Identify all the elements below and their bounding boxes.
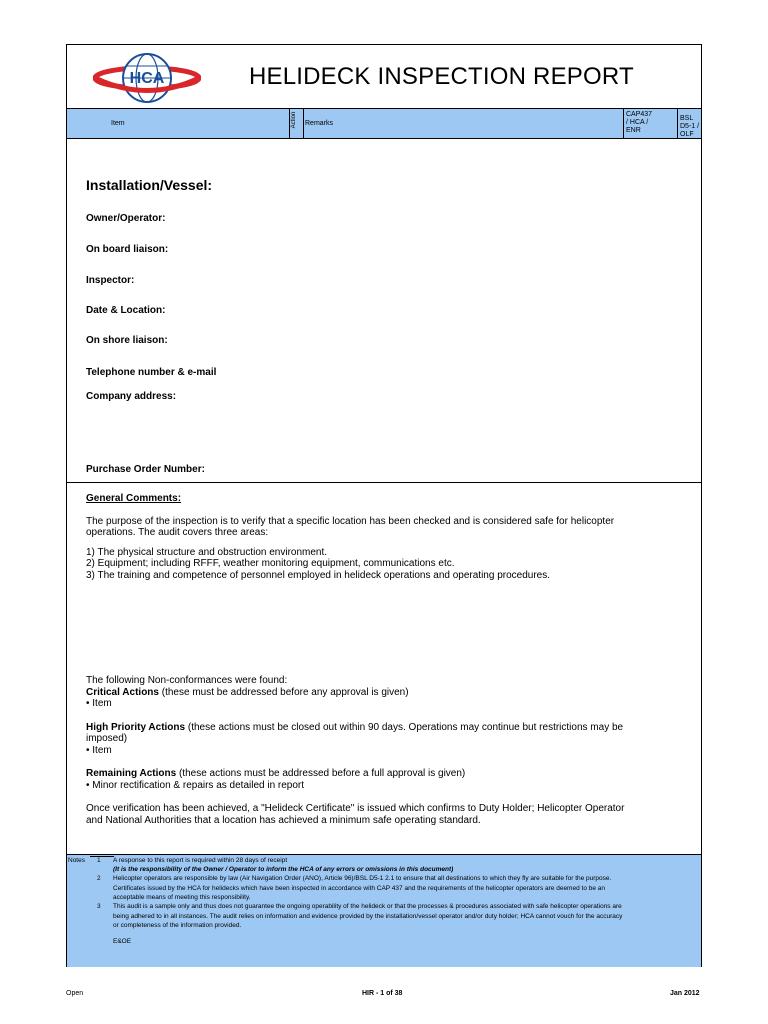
- remaining-label: Remaining Actions: [86, 768, 177, 779]
- installation-details: [67, 139, 701, 483]
- hca-logo: [93, 51, 201, 105]
- high-label: High Priority Actions: [86, 721, 186, 733]
- comments-intro: The purpose of the inspection is to verify that a specific location has been checked and is considered safe for helicopter operations. The audit covers three areas:: [86, 515, 615, 538]
- column-item: Item: [111, 120, 125, 127]
- critical-text: (these must be addressed before any approval is given): [158, 686, 409, 698]
- notes-label: Notes: [68, 857, 85, 864]
- note-number: 2: [97, 875, 101, 882]
- report-title: HELIDECK INSPECTION REPORT: [249, 63, 634, 90]
- report-header: [67, 45, 701, 109]
- high-text: (these actions must be closed out within 90 days. Operations may continue but restrictions may be imposed): [86, 721, 624, 744]
- closing-text: Once verification has been achieved, a "Helideck Certificate" is issued which confirms to Duty Holder; Helicopter Operator and National Authorities that a location has achieved a minimum safe operating standard.: [86, 803, 625, 826]
- notes-section: [67, 854, 701, 967]
- area-item: 2) Equipment; including RFFF, weather monitoring equipment, communications etc.: [86, 558, 455, 569]
- company-address-label: Company address:: [86, 391, 177, 402]
- nonconformance-intro: The following Non-conformances were found:: [86, 675, 288, 686]
- area-item: 1) The physical structure and obstruction environment.: [86, 546, 328, 558]
- remaining-actions: [86, 768, 626, 780]
- logo-text: HCA: [129, 70, 165, 87]
- note-text: Helicopter operators are responsible by law (Air Navigation Order (ANO), Article 96)/BSL D5-1 2.1 to ensure that all destinations to which they fly are suitable for the purpose. Certificates issued by the HCA for helidecks which have been inspected in accordance with CAP 437 and the requirements of the helicopter operators are deemed to be an acceptable means of meeting this responsibility.: [113, 875, 612, 901]
- note-text: This audit is a sample only and thus does not guarantee the ongoing operability of the helideck or that the processes & procedures associated with safe helicopter operations are being adhered to in all instances. The audit relies on information and evidence provided by the installation/vessel operator and/or duty holder; HCA cannot vouch for the accuracy or completeness of the information provided.: [113, 903, 623, 929]
- column-header-bar: [67, 109, 701, 139]
- high-priority-actions: [86, 722, 626, 745]
- note-text: A response to this report is required within 28 days of receipt: [113, 857, 288, 864]
- purchase-order-label: Purchase Order Number:: [86, 464, 205, 475]
- note-number: 3: [97, 903, 101, 910]
- general-comments-heading: General Comments:: [86, 493, 182, 504]
- column-cap: CAP437 / HCA / ENR: [626, 111, 653, 134]
- column-divider: [303, 109, 304, 138]
- owner-label: Owner/Operator:: [86, 213, 166, 224]
- area-item: 3) The training and competence of personnel employed in helideck operations and operating procedures.: [86, 569, 551, 581]
- footer-page-number: HIR - 1 of 38: [362, 990, 403, 997]
- remaining-item: • Minor rectification & repairs as detailed in report: [86, 779, 305, 791]
- telephone-label: Telephone number & e-mail: [86, 367, 217, 378]
- critical-label: Critical Actions: [86, 686, 159, 698]
- eoe-text: E&OE: [113, 938, 132, 945]
- column-cap-cell: [623, 109, 677, 138]
- installation-label: Installation/Vessel:: [86, 177, 213, 193]
- high-item: • Item: [86, 744, 112, 756]
- column-action: Action: [291, 111, 297, 129]
- footer-classification: Open: [66, 990, 84, 997]
- note-subtext: (It is the responsibility of the Owner / Operator to inform the HCA of any errors or omissions in this document): [113, 866, 454, 873]
- date-location-label: Date & Location:: [86, 305, 166, 316]
- column-bsl: BSL D5-1 / OLF: [680, 115, 700, 138]
- critical-actions: [86, 687, 626, 699]
- onboard-liaison-label: On board liaison:: [86, 244, 169, 255]
- footer-date: Jan 2012: [670, 990, 700, 997]
- general-comments: [86, 493, 626, 826]
- report-frame: [66, 44, 702, 967]
- column-remarks: Remarks: [305, 120, 334, 127]
- column-bsl-cell: [677, 109, 701, 138]
- remaining-text: (these actions must be addressed before a full approval is given): [176, 768, 466, 779]
- note-number: 1: [97, 857, 101, 864]
- onshore-liaison-label: On shore liaison:: [86, 335, 168, 346]
- column-action-cell: [289, 109, 303, 138]
- critical-item: • Item: [86, 698, 112, 709]
- notes-divider: [90, 856, 114, 858]
- inspector-label: Inspector:: [86, 275, 135, 286]
